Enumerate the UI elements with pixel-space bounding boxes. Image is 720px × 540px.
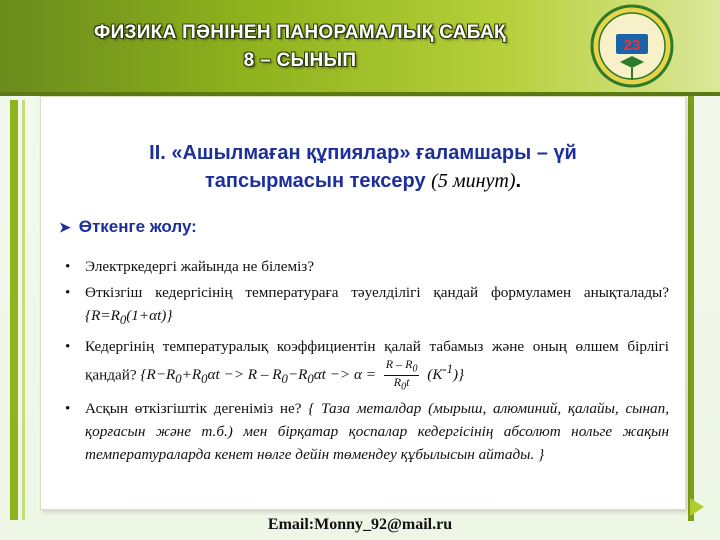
heading-part1: ІІ. «Ашылмаған құпиялар» ғаламшары – үй (149, 142, 577, 164)
arrow-bullet-icon: ➤ (59, 219, 71, 235)
subhead-label: Өткенге жолу: (78, 217, 197, 236)
list-item: • Асқын өткізгіштік дегеніміз не? { Таза металдар (мырыш, алюминий, қалайы, сынап, қорғасын және т.б.) мен бірқатар қоспалар кедергісінің абсолют нольге жақын температураларда кенет нөлге дейін төмендеу құбылысын айтады. } (65, 399, 669, 463)
school-emblem-icon (590, 4, 674, 88)
heading-part2: тапсырмасын тексеру (204, 170, 426, 192)
grade-label: 8 – СЫНЫП (243, 50, 357, 71)
section-heading (41, 139, 685, 195)
left-decor-stripe (10, 100, 18, 520)
review-subheading (59, 217, 197, 237)
question-list (63, 255, 669, 469)
list-item: • Кедергінің температуралық коэффициентін қалай табамыз және оның өлшем бірлігі қандай? {$R-R_0+R_0\alpha t -> R - R_0-R_0\alpha t -> \alpha$ = $\frac{R - R_0}{R_0t}$ $(К^{-1})$} (65, 338, 669, 393)
list-item: • Өткізгіш кедергісінің температураға тәуелділігі қандай формуламен анықталады? $\{R=R_0(1+\alpha t)\}$ (65, 284, 669, 328)
left-decor-stripe-thin (22, 100, 25, 520)
heading-period: . (515, 170, 522, 192)
alpha-fraction: $\frac{R - R_0}{R_0t}$ (385, 357, 418, 393)
right-decor-stripe (688, 96, 694, 521)
emblem-number: 23 (623, 37, 641, 54)
slide-title: ФИЗИКА ПӘНІНЕН ПАНОРАМАЛЫҚ САБАҚ (94, 22, 506, 43)
content-card (40, 96, 686, 510)
footer-email: Email:Monny_92@mail.ru (267, 516, 453, 533)
list-item: • Электркедергі жайында не білеміз? (65, 258, 315, 275)
heading-duration: (5 минут) (431, 170, 516, 192)
next-arrow-icon[interactable] (690, 498, 704, 516)
